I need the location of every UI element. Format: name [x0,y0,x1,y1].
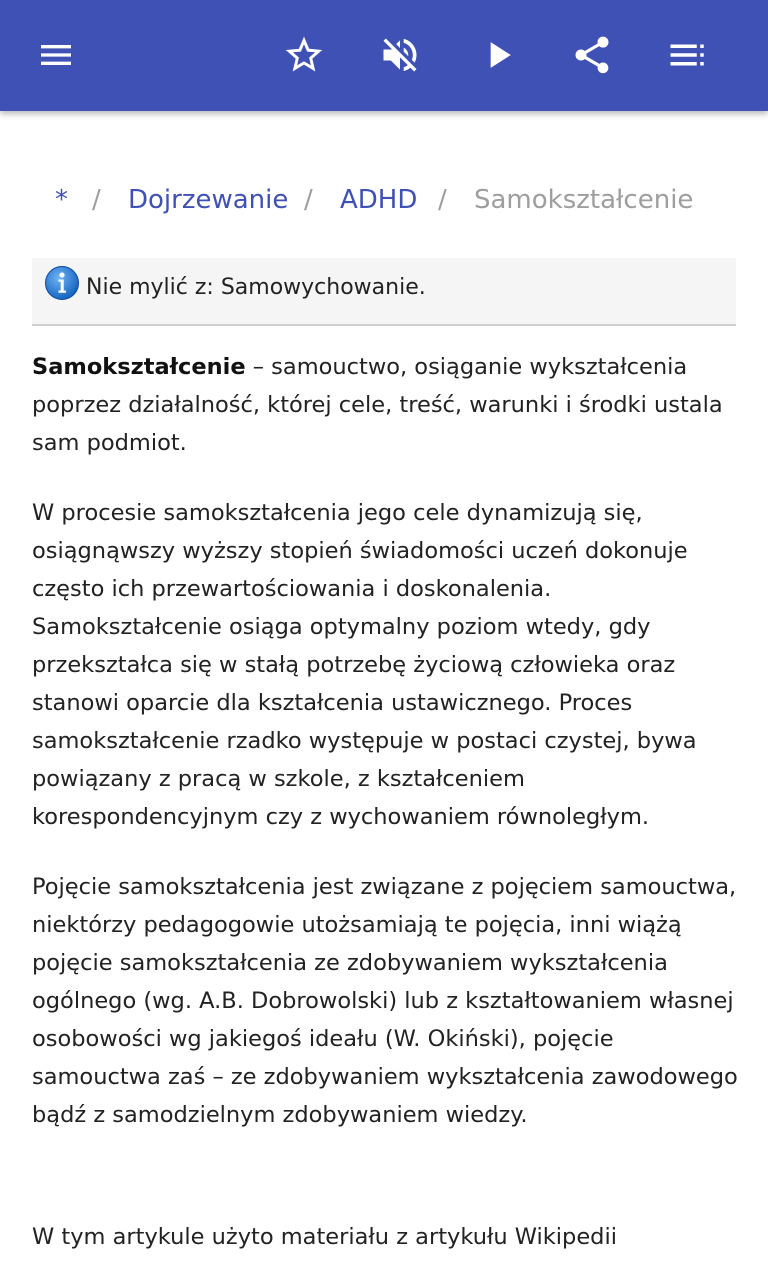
breadcrumb [0,178,768,222]
menu-icon [36,35,76,75]
info-icon [44,265,80,301]
breadcrumb-item-home[interactable]: * [55,185,68,215]
lead-text: – samouctwo, osiąganie wykształcenia poprzez działalność, której cele, treść, warunki i środki ustala sam podmiot. [32,354,723,456]
lead-term: Samokształcenie [32,354,246,380]
article-paragraph: Pojęcie samokształcenia jest związane z pojęciem samouctwa, niektórzy pedagogowie utożsamiają te pojęcia, inni wiążą pojęcie samokształcenia ze zdobywaniem wykształcenia ogólnego (wg. A.B. Dobrowolski) lub z kształtowaniem własnej osobowości wg jakiegoś ideału (W. Okiński), pojęcie samouctwa zaś – ze zdobywaniem wykształcenia zawodowego bądź z samodzielnym zdobywaniem wiedzy. [32,874,738,1128]
menu-button[interactable] [28,27,84,83]
star-outline-icon [282,33,326,77]
playlist-icon [667,34,709,76]
breadcrumb-separator: / [92,185,101,215]
volume-off-icon [378,33,422,77]
article-body [32,348,742,1288]
mute-button[interactable] [372,27,428,83]
breadcrumb-separator: / [304,185,313,215]
breadcrumb-separator: / [438,185,447,215]
play-icon [476,33,520,77]
share-icon [570,33,614,77]
breadcrumb-item-adhd[interactable]: ADHD [340,185,418,215]
attribution-note: W tym artykule użyto materiału z artykułu Wikipedii [32,1224,617,1250]
article-paragraph: W procesie samokształcenia jego cele dynamizują się, osiągnąwszy wyższy stopień świadomości uczeń dokonuje często ich przewartościowania i doskonalenia. Samokształcenie osiąga optymalny poziom wtedy, gdy przekształca się w stałą potrzebę życiową człowieka oraz stanowi oparcie dla kształcenia ustawicznego. Proces samokształcenie rzadko występuje w postaci czystej, bywa powiązany z pracą w szkole, z kształceniem korespondencyjnym czy z wychowaniem równoległym. [32,500,697,830]
breadcrumb-item-dojrzewanie[interactable]: Dojrzewanie [128,185,289,215]
favorite-button[interactable] [276,27,332,83]
app-toolbar [0,0,768,111]
breadcrumb-current: Samokształcenie [474,185,694,215]
lead-paragraph [32,348,742,462]
hatnote-box [32,258,736,326]
contents-button[interactable] [660,27,716,83]
share-button[interactable] [564,27,620,83]
play-button[interactable] [470,27,526,83]
hatnote-text: Nie mylić z: Samowychowanie. [86,275,426,300]
